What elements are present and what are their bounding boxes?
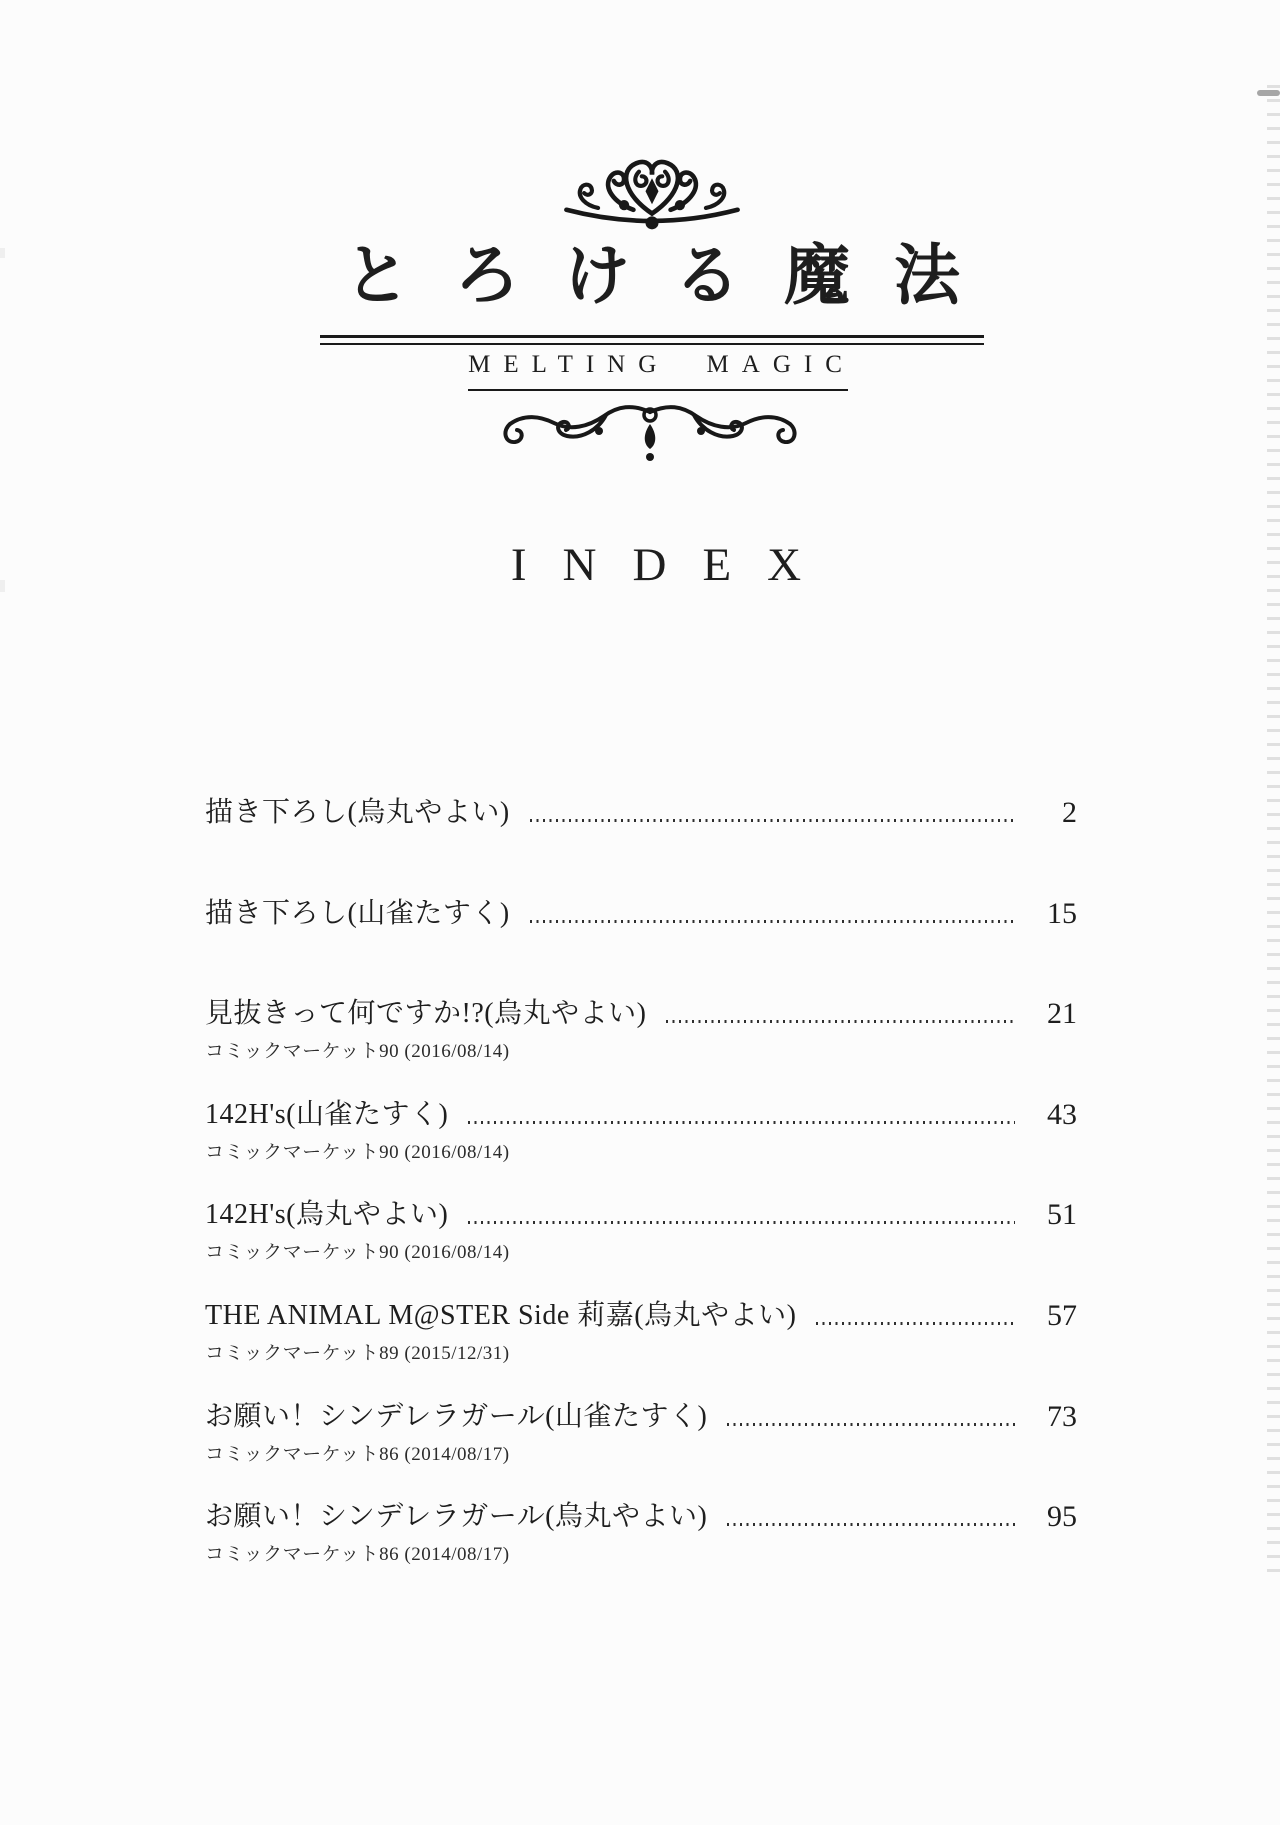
toc-entry-title: 描き下ろし(山雀たすく): [205, 897, 510, 929]
dotted-leader: [727, 1423, 1015, 1426]
toc-entry-page-number: 57: [1047, 1298, 1077, 1332]
dotted-leader: [666, 1020, 1015, 1023]
toc-entry-page-number: 2: [1062, 796, 1077, 829]
toc-entry-title: お願い！シンデレラガール(山雀たすく): [205, 1400, 708, 1432]
tiara-icon: [559, 152, 745, 241]
dotted-leader: [530, 920, 1015, 923]
page-title-text: とろける魔法: [344, 240, 1004, 313]
toc-entry: [205, 1498, 1077, 1599]
toc-entry-subtitle: コミックマーケット86 (2014/08/17): [205, 1544, 510, 1566]
toc-entry-page-number: 21: [1047, 997, 1077, 1031]
toc-entry-title: 142H's(山雀たすく): [205, 1098, 449, 1130]
toc-entry-row: [205, 1398, 1077, 1435]
toc-entry: [205, 1398, 1077, 1499]
dotted-leader: [727, 1523, 1015, 1526]
toc-entry-row: [205, 1096, 1077, 1133]
toc-entry-page-number: 73: [1047, 1399, 1077, 1433]
dotted-leader: [468, 1221, 1015, 1224]
toc-entry: [205, 1096, 1077, 1197]
toc-entry-title: お願い！シンデレラガール(烏丸やよい): [205, 1501, 708, 1533]
toc-entry-row: [205, 1498, 1077, 1535]
toc-entry-page-number: 43: [1047, 1097, 1077, 1131]
flourish-divider-icon: [500, 400, 800, 469]
page-title: [344, 240, 1004, 313]
toc-entry: [205, 995, 1077, 1096]
toc-entry: [205, 794, 1077, 895]
toc-entry-row: [205, 1297, 1077, 1334]
dotted-leader: [468, 1121, 1015, 1124]
toc-entry-subtitle: コミックマーケット89 (2015/12/31): [205, 1342, 510, 1364]
scan-artifact-left-edge: [0, 580, 5, 592]
index-heading: [510, 538, 838, 592]
toc-entry-row: [205, 1196, 1077, 1233]
single-rule-divider: [468, 389, 848, 391]
toc-entry-page-number: 15: [1047, 896, 1077, 930]
double-rule-divider: [320, 335, 984, 345]
toc-entry: [205, 895, 1077, 996]
toc-entry-title: 見抜きって何ですか!?(烏丸やよい): [205, 998, 647, 1030]
toc-entry-page-number: 95: [1047, 1500, 1077, 1534]
latin-subtitle: [468, 350, 855, 380]
toc-entry-row: [205, 794, 1077, 831]
toc-entry-subtitle: コミックマーケット90 (2016/08/14): [205, 1141, 510, 1163]
toc-entry-row: [205, 995, 1077, 1032]
toc-entry: [205, 1196, 1077, 1297]
toc-entry-row: [205, 895, 1077, 932]
scan-artifact-left-edge: [0, 248, 5, 258]
scan-artifact-right-edge: [1267, 85, 1280, 1580]
scan-artifact-right-edge-dark: [1257, 90, 1280, 96]
toc-entry-subtitle: コミックマーケット90 (2016/08/14): [205, 1242, 510, 1264]
dotted-leader: [530, 819, 1015, 822]
toc-entry-title: THE ANIMAL M@STER Side 莉嘉(烏丸やよい): [205, 1299, 797, 1331]
index-heading-text: INDEX: [510, 539, 838, 591]
toc-entry: [205, 1297, 1077, 1398]
toc-entry-subtitle: コミックマーケット86 (2014/08/17): [205, 1443, 510, 1465]
toc-entry-subtitle: コミックマーケット90 (2016/08/14): [205, 1041, 510, 1063]
latin-subtitle-text: MELTING MAGIC: [468, 351, 855, 378]
toc-entry-title: 描き下ろし(烏丸やよい): [205, 797, 510, 828]
toc-entry-title: 142H's(烏丸やよい): [205, 1199, 449, 1231]
toc-entry-page-number: 51: [1047, 1198, 1077, 1232]
toc-list: [205, 794, 1077, 1599]
dotted-leader: [816, 1322, 1015, 1325]
